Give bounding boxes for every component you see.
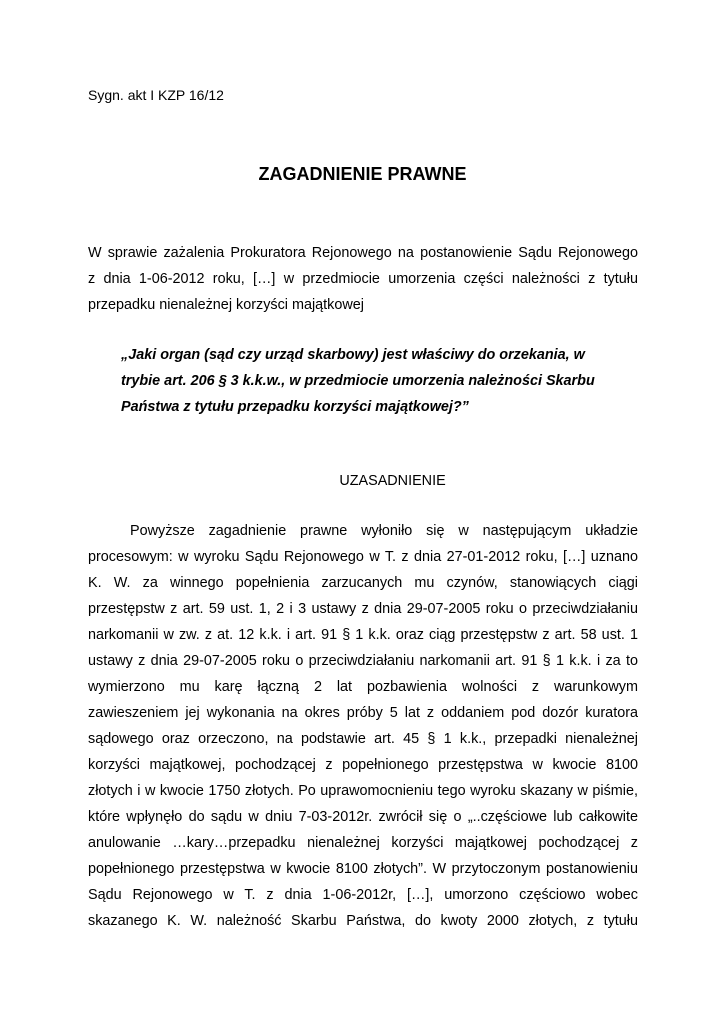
body-line-9: sądowego oraz orzeczono, na podstawie art. 45 § 1 k.k., przepadki nienależnej bbox=[88, 731, 638, 747]
body-line-5: narkomanii w zw. z at. 12 k.k. i art. 91 § 1 k.k. oraz ciąg przestępstw z art. 58 ust. 1 bbox=[88, 627, 638, 643]
body-line-7: wymierzono mu karę łączną 2 lat pozbawienia wolności z warunkowym bbox=[88, 679, 638, 695]
body-line-3: K. W. za winnego popełnienia zarzucanych mu czynów, stanowiących ciągi bbox=[88, 575, 638, 591]
section-title: UZASADNIENIE bbox=[339, 473, 446, 489]
body-line-12: które wpłynęło do sądu w dniu 7-03-2012r. zwrócił się o „..częściowe lub całkowite bbox=[88, 809, 638, 825]
body-line-14: popełnionego przestępstwa w kwocie 8100 złotych”. W przytoczonym postanowieniu bbox=[88, 861, 638, 877]
intro-line-2: z dnia 1-06-2012 roku, […] w przedmiocie umorzenia części należności z tytułu bbox=[88, 271, 638, 287]
body-line-2: procesowym: w wyroku Sądu Rejonowego w T. z dnia 27-01-2012 roku, […] uznano bbox=[88, 549, 638, 565]
document-title: ZAGADNIENIE PRAWNE bbox=[258, 164, 467, 184]
body-line-10: korzyści majątkowej, pochodzącej z popełnionego przestępstwa w kwocie 8100 bbox=[88, 757, 638, 773]
question-line-2: trybie art. 206 § 3 k.k.w., w przedmiocie umorzenia należności Skarbu bbox=[121, 373, 595, 389]
body-line-6: ustawy z dnia 29-07-2005 roku o przeciwdziałaniu narkomanii art. 91 § 1 k.k. i za to bbox=[88, 653, 638, 669]
body-line-8: zawieszeniem jej wykonania na okres próby 5 lat z oddaniem pod dozór kuratora bbox=[88, 705, 638, 721]
question-line-3: Państwa z tytułu przepadku korzyści majątkowej?” bbox=[121, 399, 469, 415]
intro-line-1: W sprawie zażalenia Prokuratora Rejonowego na postanowienie Sądu Rejonowego bbox=[88, 245, 638, 261]
question-line-1: „Jaki organ (sąd czy urząd skarbowy) jest właściwy do orzekania, w bbox=[121, 347, 585, 363]
intro-line-3: przepadku nienależnej korzyści majątkowej bbox=[88, 297, 364, 313]
case-signature: Sygn. akt I KZP 16/12 bbox=[88, 87, 224, 103]
body-line-4: przestępstw z art. 59 ust. 1, 2 i 3 ustawy z dnia 29-07-2005 roku o przeciwdziałaniu bbox=[88, 601, 638, 617]
body-line-15: Sądu Rejonowego w T. z dnia 1-06-2012r, […], umorzono częściowo wobec bbox=[88, 887, 638, 903]
body-line-1: Powyższe zagadnienie prawne wyłoniło się w następującym układzie bbox=[130, 523, 638, 539]
body-line-16: skazanego K. W. należność Skarbu Państwa, do kwoty 2000 złotych, z tytułu bbox=[88, 913, 638, 929]
body-line-13: anulowanie …kary…przepadku nienależnej korzyści majątkowej pochodzącej z bbox=[88, 835, 638, 851]
body-line-11: złotych i w kwocie 1750 złotych. Po uprawomocnieniu tego wyroku skazany w piśmie, bbox=[88, 783, 638, 799]
